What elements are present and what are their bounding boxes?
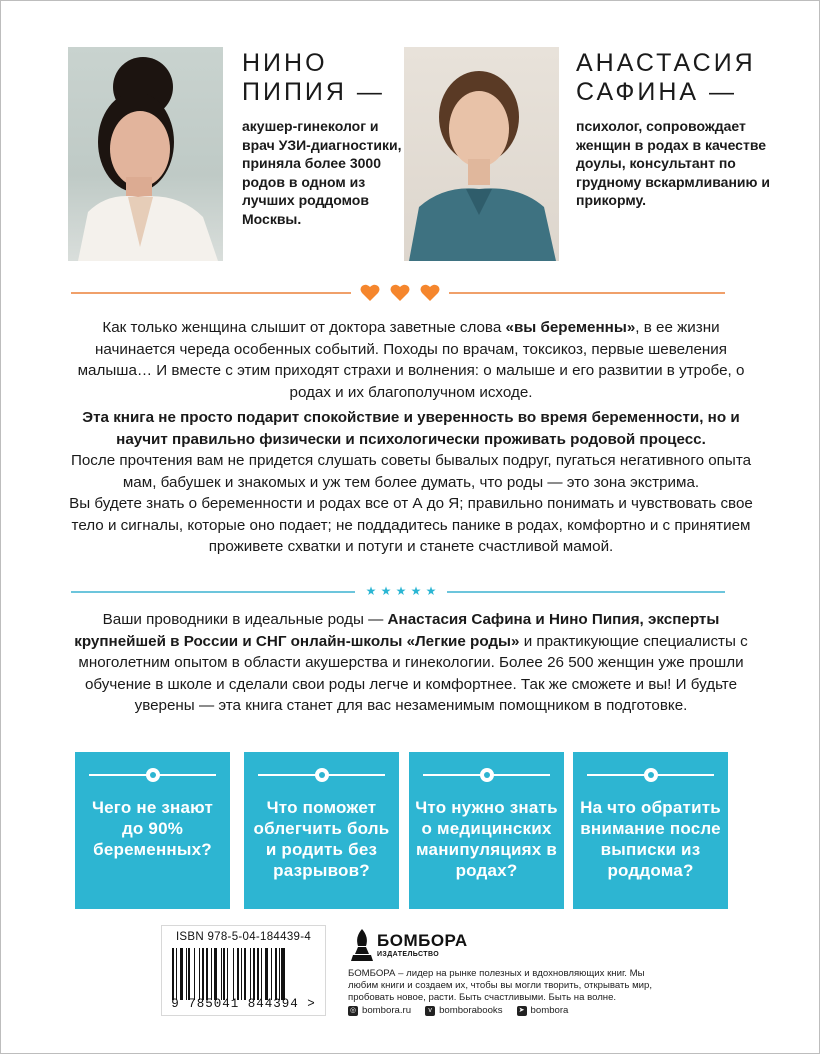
vk-icon: v [425, 1006, 435, 1016]
divider-left-cyan [71, 591, 355, 593]
author-name: НИНО ПИПИЯ — [242, 49, 385, 106]
question-box-4: На что обратить внимание после выписки из роддома? [573, 752, 728, 909]
guides-paragraph: Ваши проводники в идеальные роды — Анастасия Сафина и Нино Пипия, эксперты крупнейшей в России и СНГ онлайн-школы «Легкие роды» и практикующие специалисты с многолетним опытом в области акушерства и гинекологии. Более 26 500 женщин уже прошли обучение в школе и сделали свои роды легче и комфортнее. Так же сможете и вы! И будьте уверены — эта книга станет для вас незаменимым помощником в подготовке. [74, 611, 748, 714]
question-box-1: Чего не знают до 90% беременных? [75, 752, 230, 909]
main-bold-statement: Эта книга не просто подарит спокойствие и уверенность во время беременности, но и научит правильно физически и психологически проживать родовой процесс. [82, 409, 740, 448]
main-paragraph-3: Вы будете знать о беременности и родах все от А до Я; правильно понимать и чувствовать свое тело и сигналы, которые оно подает; не поддадитесь панике в родах, комфортно и с принятием проживете схватки и потуги и станете счастливой мамой. [69, 495, 753, 555]
bombora-logo-icon [347, 925, 377, 965]
intro-paragraph: Как только женщина слышит от доктора заветные слова «вы беременны», в ее жизни начинается череда особенных событий. Походы по врачам, токсикоз, первые шевеления малыша… И вместе с этим приходят страхи и волнения: о малыше и его развитии в утробе, о родах и их благополучном исходе. [77, 319, 745, 401]
barcode [161, 925, 326, 1016]
telegram-icon: ➤ [517, 1006, 527, 1016]
divider-left [71, 292, 351, 294]
divider-right-cyan [447, 591, 725, 593]
social-vk[interactable]: v bomborabooks [425, 1005, 502, 1016]
social-telegram[interactable]: ➤ bombora [517, 1005, 569, 1016]
barcode-bars [172, 948, 317, 1000]
star-icon: ★ [380, 584, 392, 598]
author-anastasia [576, 49, 776, 210]
main-text [61, 407, 761, 558]
author-nino [242, 49, 402, 228]
publisher-sub: ИЗДАТЕЛЬСТВО [377, 951, 440, 958]
barcode-digits: 9 785041 844394 > [171, 997, 316, 1011]
dot-icon [146, 768, 160, 782]
heart-icon [360, 283, 380, 302]
star-icon: ★ [395, 584, 407, 598]
question-box-3: Что нужно знать о медицинских манипуляциях в родах? [409, 752, 564, 909]
hearts-ornament [360, 283, 440, 303]
heart-icon [390, 283, 410, 302]
author-name: АНАСТАСИЯ САФИНА — [576, 49, 756, 106]
heart-icon [420, 283, 440, 302]
star-icon: ★ [425, 584, 437, 598]
publisher-socials [348, 1005, 568, 1016]
divider-right [449, 292, 725, 294]
star-icon: ★ [365, 584, 377, 598]
globe-icon: ◎ [349, 1006, 357, 1014]
stars-ornament [365, 585, 437, 597]
dot-icon [315, 768, 329, 782]
author-photo-anastasia [404, 47, 559, 261]
publisher-description: БОМБОРА – лидер на рынке полезных и вдохновляющих книг. Мы любим книги и создаем их, чтобы вы могли творить, открывать мир, пробовать новое, расти. Быть счастливыми. Быть на волне. [348, 968, 653, 1003]
author-photo-nino [68, 47, 223, 261]
dot-icon [480, 768, 494, 782]
isbn-label: ISBN 978-5-04-184439-4 [175, 931, 312, 943]
author-description: психолог, сопровождает женщин в родах в качестве доулы, консультант по грудному вскармливанию и прикорму. [576, 118, 770, 208]
social-site[interactable]: ◎ bombora.ru [349, 1005, 412, 1016]
star-icon: ★ [410, 584, 422, 598]
question-box-2: Что поможет облегчить боль и родить без разрывов? [244, 752, 399, 909]
main-paragraph-2: После прочтения вам не придется слушать советы бывалых подруг, пугаться негативного опыта мам, бабушек и знакомых и уж тем более думать, что роды — это зона экстрима. [70, 452, 752, 491]
author-description: акушер-гинеколог и врач УЗИ-диагностики, приняла более 3000 родов в одном из лучших роддомов Москвы. [242, 118, 402, 227]
publisher-name: БОМБОРА [377, 931, 468, 950]
dot-icon [644, 768, 658, 782]
